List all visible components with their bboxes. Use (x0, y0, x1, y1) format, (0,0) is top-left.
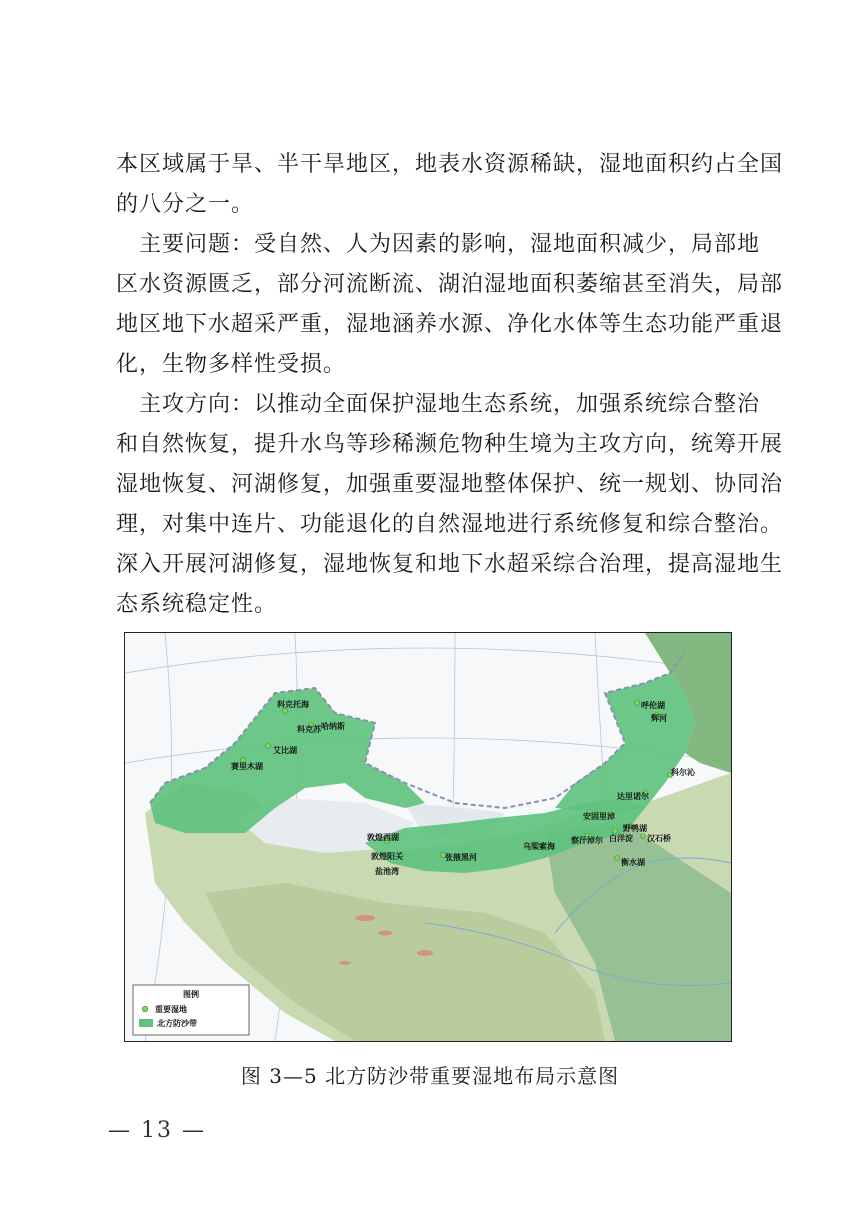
figure-caption: 图 3—5 北方防沙带重要湿地布局示意图 (240, 1064, 620, 1088)
wetland-map-figure (124, 632, 732, 1042)
text-line: 态系统稳定性。 (116, 592, 278, 617)
text-line: 本区域属于旱、半干旱地区，地表水资源稀缺，湿地面积约占全国 (116, 152, 784, 177)
map-label: 敦煌西湖 (367, 833, 399, 842)
map-label: 艾比湖 (273, 746, 297, 755)
text-line: 的八分之一。 (116, 192, 255, 217)
legend-item: 重要湿地 (155, 1005, 187, 1014)
map-label: 科尔沁 (671, 768, 695, 777)
map-label: 乌梁素海 (523, 842, 555, 851)
map-label: 野鸭湖 (623, 824, 647, 833)
sand-belt-legend-icon (139, 1019, 153, 1027)
map-label: 赛里木湖 (231, 762, 263, 771)
body-text (116, 145, 784, 625)
map-legend (133, 985, 249, 1035)
map-label: 辉河 (651, 714, 667, 723)
map-label: 盐池湾 (375, 867, 399, 876)
map-label: 科克托海 (277, 700, 309, 709)
map-label: 呼伦湖 (641, 701, 665, 710)
map-label: 科克苏 (297, 725, 321, 734)
map-label: 敦煌阳关 (371, 852, 403, 861)
text-line: 区水资源匮乏，部分河流断流、湖泊湿地面积萎缩甚至消失，局部 (116, 272, 784, 297)
map-label: 衡水湖 (621, 858, 645, 867)
map-label: 安固里淖 (583, 812, 615, 821)
map-label: 汉石桥 (647, 834, 671, 843)
legend-item: 北方防沙带 (157, 1019, 197, 1028)
text-line: 理，对集中连片、功能退化的自然湿地进行系统修复和综合整治。 (116, 512, 784, 537)
map-label: 白洋淀 (609, 834, 633, 843)
map-label: 察汗淖尔 (571, 836, 603, 845)
map-label: 达里诺尔 (617, 792, 649, 801)
text-line: 地区地下水超采严重，湿地涵养水源、净化水体等生态功能严重退 (116, 312, 784, 337)
text-line: 和自然恢复，提升水鸟等珍稀濒危物种生境为主攻方向，统筹开展 (116, 432, 784, 457)
text-line: 深入开展河湖修复，湿地恢复和地下水超采综合治理，提高湿地生 (116, 552, 784, 577)
text-line: 主要问题：受自然、人为因素的影响，湿地面积减少，局部地 (116, 232, 761, 257)
text-line: 化，生物多样性受损。 (116, 352, 347, 377)
text-line: 湿地恢复、河湖修复，加强重要湿地整体保护、统一规划、协同治 (116, 472, 784, 497)
map-label: 张掖黑河 (445, 853, 477, 862)
map-canvas (125, 633, 731, 1041)
page-number: — 13 — (108, 1118, 206, 1143)
map-label: 哈纳斯 (321, 722, 345, 731)
text-line: 主攻方向：以推动全面保护湿地生态系统，加强系统综合整治 (116, 392, 761, 417)
legend-title: 图例 (183, 990, 199, 999)
wetland-legend-icon (142, 1006, 148, 1012)
